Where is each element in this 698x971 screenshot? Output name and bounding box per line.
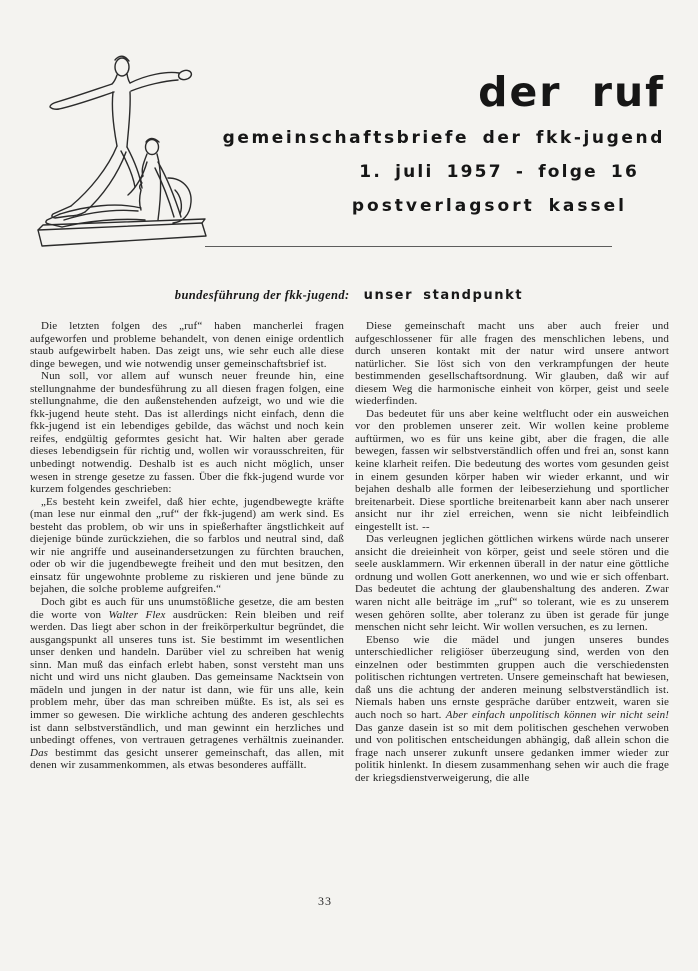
page-number: 33 bbox=[318, 894, 332, 908]
body-text: Doch gibt es auch für uns unumstößliche gesetze, die am besten die worte von bbox=[30, 596, 344, 621]
body-text: Die letzten folgen des „ruf“ haben mancherlei fragen aufgeworfen und probleme behandelt, von denen einige ordentlich staub aufgewirbelt haben. Das zeigt uns, wie sehr euch alle diese dinge bewegen, und wie notwendig unser gemeinschaftsbrief ist. bbox=[30, 320, 344, 370]
body-text: Ebenso wie die mädel und jungen unseres bundes unterschiedlicher religiöser überzeugung sind, werden von den einzelnen oder bestimmten gruppen auch die verschiedensten politischen richtungen vertreten. Unsere gemeinschaft hat bewiesen, daß uns die achtung der anderen meinung selbstverständlich ist. Niemals haben uns ernste gespräche darüber entzweit, waren sie auch noch so hart. bbox=[355, 633, 669, 721]
article-body bbox=[30, 320, 669, 784]
section-heading bbox=[0, 286, 698, 304]
section-heading-kicker: bundesführung der fkk-jugend: bbox=[174, 288, 350, 302]
masthead bbox=[223, 70, 665, 216]
paragraph bbox=[30, 370, 344, 495]
article-column-right bbox=[355, 320, 669, 784]
body-text: ausdrücken: Rein bleiben und reif werden. Das liegt aber schon in der freikörperkultur begründet, die ausgangspunkt all unseres tuns ist. Sie bestimmt im wesentlichen unser denken und handeln. Darüber viel zu schreiben hat wenig sinn. Man muß das einfach erlebt haben, sonst versteht man uns nicht und wird uns nicht glauben. Das gemeinsame Nacktsein von mädeln und jungen in der natur ist dann, wie für uns alle, kein problem mehr, über das man schreiben müßte. Es ist, als sei es immer so gewesen. Die wirkliche achtung des anderen geschlechts ist dann selbstverständlich, und man gewinnt ein herzliches und unbedingt offenes, von vertrauen getragenes verhältnis zueinander. bbox=[30, 608, 344, 747]
paragraph bbox=[30, 596, 344, 772]
paragraph bbox=[355, 634, 669, 785]
masthead-issue-line: 1. juli 1957 - folge 16 bbox=[359, 162, 639, 182]
statue-illustration bbox=[28, 40, 254, 254]
masthead-title: der ruf bbox=[478, 68, 665, 116]
emphasized-text: Walter Flex bbox=[108, 608, 166, 621]
header-rule bbox=[205, 246, 612, 247]
emphasized-text: Aber einfach unpolitisch können wir nicht sein! bbox=[445, 708, 669, 721]
paragraph bbox=[355, 408, 669, 533]
article-column-left bbox=[30, 320, 344, 784]
paragraph bbox=[30, 496, 344, 596]
masthead-subtitle: gemeinschaftsbriefe der fkk-jugend bbox=[222, 128, 665, 148]
body-text: Nun soll, vor allem auf wunsch neuer freunde hin, eine stellungnahme der bundesführung zu all diesen fragen folgen, eine stellungnahme, die den außenstehenden aufzeigt, wo und wie die fkk-jugend heute steht. Das ist allerdings nicht einfach, denn die fkk-jugend ist ein lebendiges gebilde, das wächst und noch kein reifes, endgültig geformtes gesicht hat. Wir halten aber gerade dieses lebendigsein für richtig und, wollen wir vorausschreiten, für unbedingt notwendig. Deshalb ist es auch nicht möglich, unser wesen in strenge gesetze zu fassen. Über die fkk-jugend wurde vor kurzem folgendes geschrieben: bbox=[30, 370, 344, 496]
masthead-postal-line: postverlagsort kassel bbox=[351, 196, 627, 216]
body-text: Das ganze dasein ist so mit dem politischen geschehen verwoben und von politischen entscheidungen abhängig, daß allein schon die frage nach unserer zukunft unsere gedanken immer wieder zur politik hinlenkt. In diesem zusammenhang sehen wir auch die frage der kriegsdienstverweigerung, die alle bbox=[355, 721, 669, 784]
body-text: Das bedeutet für uns aber keine weltflucht oder ein ausweichen vor den problemen unserer zeit. Wir wollen keine probleme auftürmen, wo es für uns keine gibt, aber die fragen, die alle bewegen, fassen wir selbstverständlich offen und frei an, sonst kann keine klarheit reifen. Die bedeutung des wortes vom gesunden geist in einem gesunden körper haben wir wieder erkannt, und wir bejahen deshalb alle formen der leibeserziehung und sportlicher breitenarbeit. Diese sportliche breitenarbeit kann aber nach unserer ansicht nur ihr ziel erreichen, wenn sie nicht leibfeindlich eingestellt ist. -- bbox=[355, 407, 669, 533]
section-heading-title: unser standpunkt bbox=[363, 288, 524, 303]
paragraph bbox=[30, 320, 344, 370]
body-text: Diese gemeinschaft macht uns aber auch freier und aufgeschlossener für alle fragen des menschlichen lebens, und durch unseren kontakt mit der natur wird unsere antwort natürlicher. Sie löst sich von den verkrampfungen der heute bestimmenden gesellschaftsordnung. Wir glauben, daß wir auf diesem Weg die harmonische einheit von körper, geist und seele wiederfinden. bbox=[355, 320, 669, 408]
emphasized-text: Das bbox=[30, 746, 49, 759]
body-text: bestimmt das gesicht unserer gemeinschaft, das allen, mit denen wir zusammenkommen, als etwas besonderes auffällt. bbox=[30, 746, 344, 772]
statue-line-drawing-icon bbox=[28, 40, 254, 254]
body-text: Das verleugnen jeglichen göttlichen wirkens würde nach unserer ansicht die dreieinheit von körper, geist und seele stören und die seele ausklammern. Wir erkennen überall in der natur eine göttliche ordnung und wollen Gott anerkennen, wo und wie er sich offenbart. Das bedeutet die achtung der glaubenshaltung des anderen. Zwar waren nicht alle beiträge im „ruf“ so tolerant, wie es zu unserem wesen gehören sollte, aber toleranz zu üben ist gerade für junge menschen nicht sehr leicht. Wir wollen versuchen, es zu lernen. bbox=[355, 533, 669, 634]
paragraph bbox=[355, 533, 669, 633]
body-text: „Es besteht kein zweifel, daß hier echte, jugendbewegte kräfte (man lese nur einmal den „ruf“ der fkk-jugend) am werk sind. Es besteht das problem, ob wir uns in spießerhafter ängstlichkeit auf diejenige bünde zurückziehen, die so farblos und neutral sind, daß wir nie angriffe und auseinandersetzungen zu fürchten brauchen, oder ob wir die jugendbewegte freiheit und den mut besitzen, den einsatz für ungewohnte probleme zu riskieren und jene bünde zu bejahen, die solche probleme aufgreifen.“ bbox=[30, 495, 344, 596]
paragraph bbox=[355, 320, 669, 408]
